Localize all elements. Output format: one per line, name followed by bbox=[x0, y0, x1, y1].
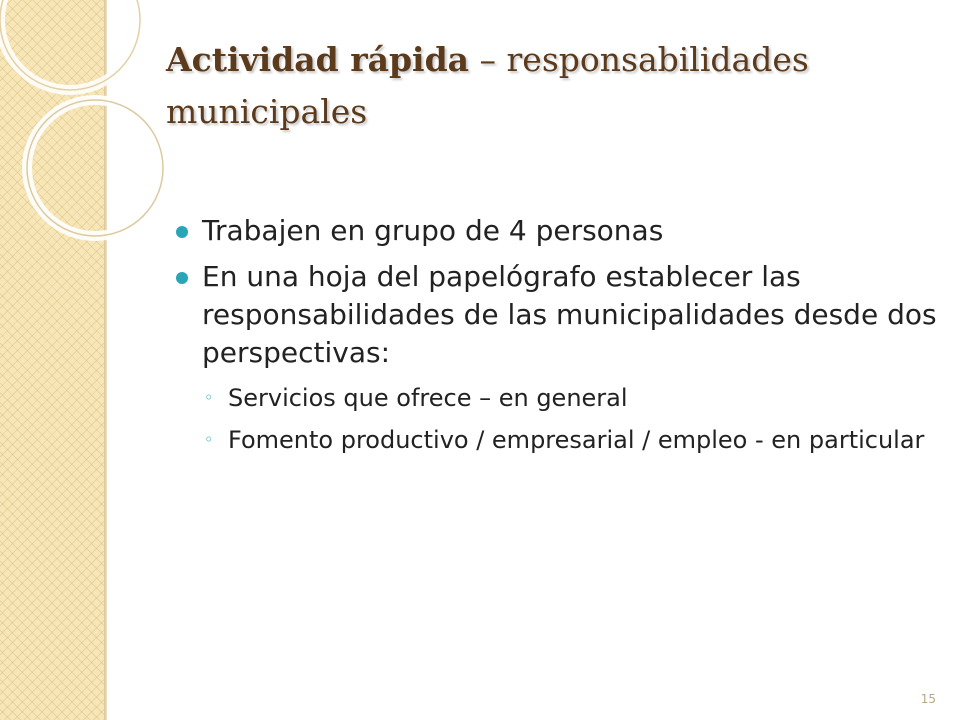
bullet-item bbox=[170, 258, 940, 372]
bullet-dot-icon bbox=[176, 272, 188, 284]
title-emphasis: Actividad rápida bbox=[166, 40, 470, 79]
bullet-text: Trabajen en grupo de 4 personas bbox=[202, 214, 664, 247]
sub-bullet-text: Servicios que ofrece – en general bbox=[228, 384, 628, 412]
sub-bullet-ring-icon: ◦ bbox=[204, 388, 214, 407]
bullet-dot-icon bbox=[176, 226, 188, 238]
slide-title bbox=[166, 34, 936, 138]
page-number: 15 bbox=[920, 692, 936, 706]
title-rest: – responsabilidades municipales bbox=[166, 40, 809, 131]
bullet-item bbox=[170, 212, 940, 250]
sub-bullet-text: Fomento productivo / empresarial / empleo - en particular bbox=[228, 426, 925, 454]
sub-bullet-ring-icon: ◦ bbox=[204, 430, 214, 449]
bullet-text: En una hoja del papelógrafo establecer las responsabilidades de las municipalidades desde dos perspectivas: bbox=[202, 260, 937, 369]
sub-bullet-item bbox=[170, 424, 940, 456]
sub-bullet-item bbox=[170, 382, 940, 414]
slide-content bbox=[170, 212, 940, 462]
